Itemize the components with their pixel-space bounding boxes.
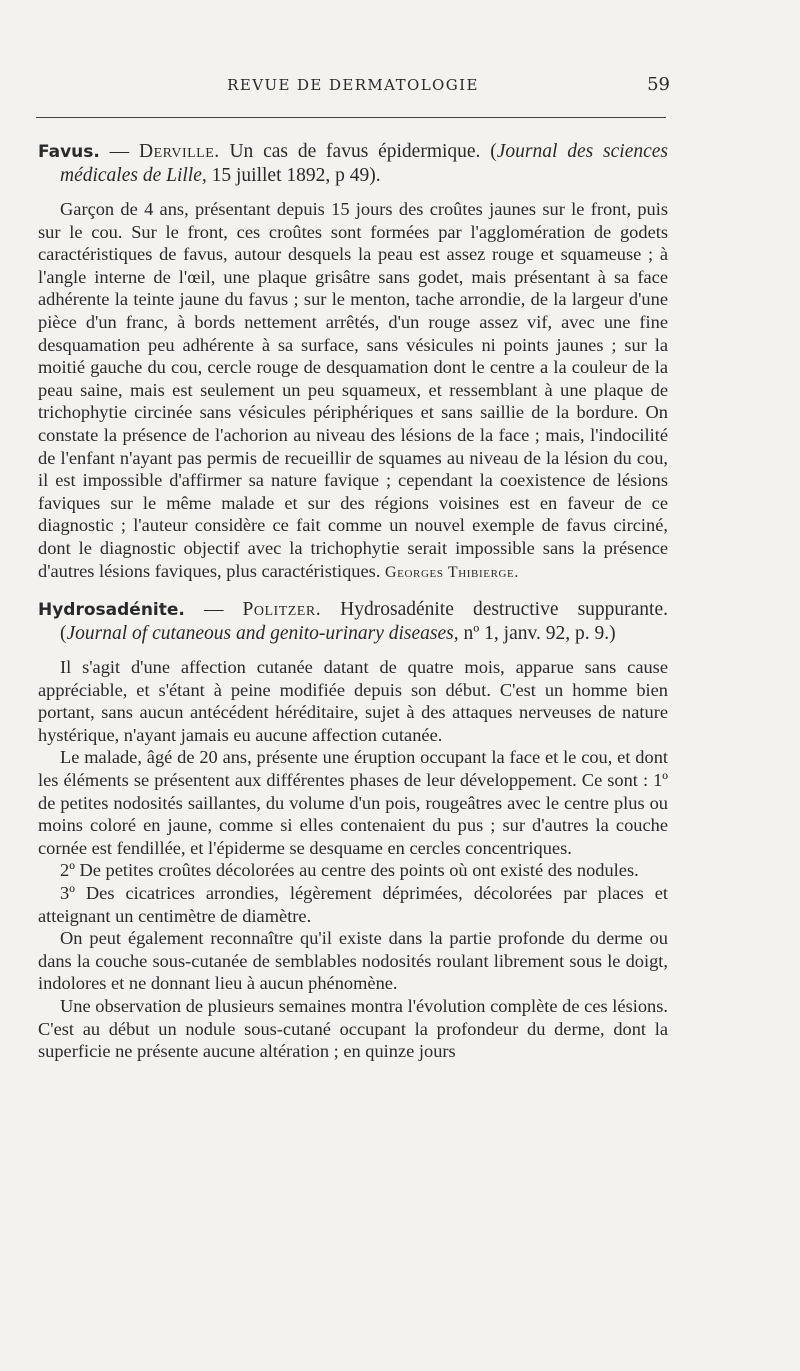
heading-dash: — <box>184 599 243 621</box>
article-author: Politzer. <box>242 599 322 621</box>
article-keyword: Hydrosadénite. <box>38 600 185 621</box>
article-heading-favus <box>38 140 668 188</box>
author-signature: Georges Thibierge. <box>385 563 519 581</box>
article-keyword: Favus. <box>38 142 100 162</box>
paragraph: 3º Des cicatrices arrondies, légèrement déprimées, décolorées par places et atteignant un centimètre de diamètre. <box>38 883 668 926</box>
page-number: 59 <box>647 74 670 95</box>
running-head <box>36 76 670 100</box>
paragraph: Une observation de plusieurs semaines montra l'évolution complète de ces lésions. C'est au début un nodule sous-cutané occupant la profondeur du derme, dont la superficie ne présente aucune altération ; en quinze jours <box>38 996 668 1062</box>
article-citation: 15 juillet 1892, p 49). <box>206 165 381 186</box>
journal-title: REVUE DE DERMATOLOGIE <box>227 76 479 94</box>
paragraph: Le malade, âgé de 20 ans, présente une éruption occupant la face et le cou, et dont les éléments se présentent aux différentes phases de leur développement. Ce sont : 1º de petites nodosités saillantes, du volume d'un pois, rougeâtres avec le centre plus ou moins coloré en jaune, comme si elles contenaient du pus ; sur d'autres la couche cornée est fendillée, et l'épiderme se desquame en cercles concentriques. <box>38 747 668 858</box>
article-title: Un cas de favus épidermique. ( <box>219 141 497 162</box>
article-journal: Journal des sciences médicales de Lille, <box>60 141 668 186</box>
article-journal: Journal of cutaneous and genito-urinary diseases, <box>66 623 459 645</box>
paragraph: Il s'agit d'une affection cutanée datant de quatre mois, apparue sans cause appréciable, et s'étant à peine modifiée depuis son début. C'est un homme bien portant, sans aucun antécédent héréditaire, sujet à des attaques nerveuses de nature hystérique, n'ayant jamais eu aucune affection cutanée. <box>38 657 668 745</box>
article-title: Hydrosadénite destructive suppurante. ( <box>60 599 669 645</box>
article-body <box>38 198 668 584</box>
header-rule <box>36 117 666 118</box>
article-heading-hydrosadenite <box>38 598 668 646</box>
article-author: Derville. <box>139 141 220 162</box>
text-block <box>38 140 668 1063</box>
heading-dash: — <box>99 141 139 162</box>
article-citation: nº 1, janv. 92, p. 9.) <box>458 623 616 645</box>
paragraph: On peut également reconnaître qu'il existe dans la partie profonde du derme ou dans la couche sous-cutanée de semblables nodosités roulant librement sous le doigt, indolores et ne donnant lieu à aucun phénomène. <box>38 928 668 994</box>
paragraph: 2º De petites croûtes décolorées au centre des points où ont existé des nodules. <box>60 860 639 881</box>
body-text: Garçon de 4 ans, présentant depuis 15 jours des croûtes jaunes sur le front, puis sur le cou. Sur le front, ces croûtes sont formées par l'agglomération de godets caractéristiques de favus, autour desquels la peau est assez rouge et squameuse ; à l'angle interne de l'œil, une plaque grisâtre sans godet, mais présentant à sa face adhérente la teinte jaune du favus ; sur le menton, tache arrondie, de la largeur d'une pièce d'un franc, à bords nettement arrêtés, d'un rouge assez vif, avec une fine desquamation peu adhérente à sa surface, sans vésicules ni points jaunes ; sur la moitié gauche du cou, cercle rouge de desquamation dont le centre a la couleur de la peau saine, mais est seulement un peu squameux, et ressemblant à une plaque de trichophytie circinée sans vésicules périphériques et sans saillie de la bordure. On constate la présence de l'achorion au niveau des lésions de la face ; mais, l'indocilité de l'enfant n'ayant pas permis de recueillir de squames au niveau de la lésion du cou, il est impossible d'affirmer sa nature favique ; cependant la coexistence de lésions faviques sur le même malade et sur des régions voisines est en faveur de ce diagnostic ; l'auteur considère ce fait comme un nouvel exemple de favus circiné, dont le diagnostic objectif avec la trichophytie serait impossible sans la présence d'autres lésions faviques, plus caractéristiques. <box>38 199 668 581</box>
